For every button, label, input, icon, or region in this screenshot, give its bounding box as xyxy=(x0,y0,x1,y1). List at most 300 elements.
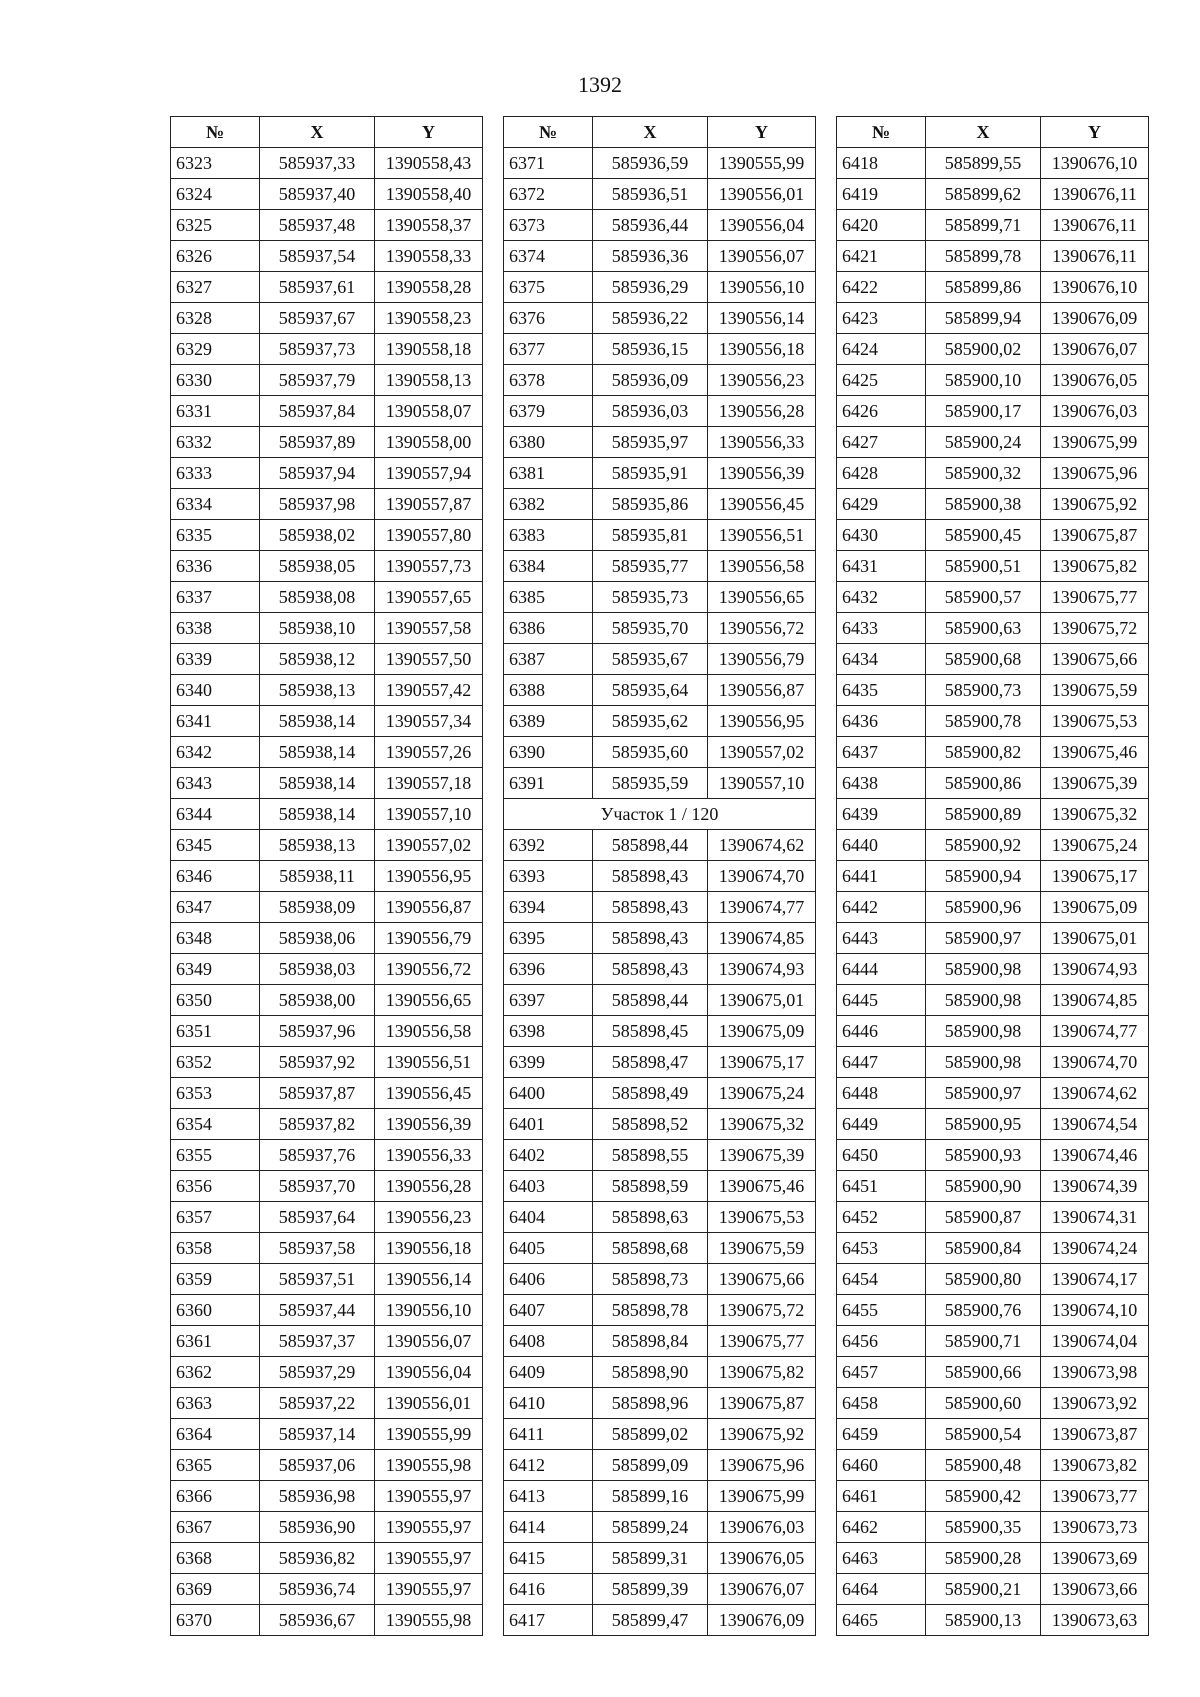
y-coordinate-cell: 1390675,01 xyxy=(708,985,816,1016)
y-coordinate-cell: 1390556,01 xyxy=(708,179,816,210)
x-coordinate-cell: 585898,96 xyxy=(593,1388,708,1419)
x-coordinate-cell: 585900,13 xyxy=(926,1605,1041,1636)
table-row xyxy=(837,613,1149,644)
x-coordinate-cell: 585900,90 xyxy=(926,1171,1041,1202)
x-coordinate-cell: 585936,03 xyxy=(593,396,708,427)
x-coordinate-cell: 585936,98 xyxy=(260,1481,375,1512)
point-number-cell: 6445 xyxy=(837,985,926,1016)
table-row xyxy=(504,1357,816,1388)
x-coordinate-cell: 585898,55 xyxy=(593,1140,708,1171)
table-row xyxy=(837,830,1149,861)
table-row xyxy=(171,1388,483,1419)
point-number-cell: 6459 xyxy=(837,1419,926,1450)
point-number-cell: 6451 xyxy=(837,1171,926,1202)
x-coordinate-cell: 585936,51 xyxy=(593,179,708,210)
y-coordinate-cell: 1390558,18 xyxy=(375,334,483,365)
y-coordinate-cell: 1390556,79 xyxy=(708,644,816,675)
table-row xyxy=(171,768,483,799)
x-coordinate-cell: 585900,98 xyxy=(926,985,1041,1016)
x-coordinate-cell: 585899,94 xyxy=(926,303,1041,334)
y-coordinate-cell: 1390557,26 xyxy=(375,737,483,768)
point-number-cell: 6356 xyxy=(171,1171,260,1202)
y-coordinate-cell: 1390675,72 xyxy=(1041,613,1149,644)
point-number-cell: 6463 xyxy=(837,1543,926,1574)
y-coordinate-cell: 1390673,92 xyxy=(1041,1388,1149,1419)
table-row xyxy=(171,892,483,923)
y-coordinate-cell: 1390675,82 xyxy=(708,1357,816,1388)
table-row xyxy=(504,148,816,179)
point-number-cell: 6400 xyxy=(504,1078,593,1109)
point-number-cell: 6374 xyxy=(504,241,593,272)
x-coordinate-cell: 585900,80 xyxy=(926,1264,1041,1295)
x-coordinate-cell: 585900,82 xyxy=(926,737,1041,768)
point-number-cell: 6352 xyxy=(171,1047,260,1078)
table-row xyxy=(171,1481,483,1512)
y-coordinate-cell: 1390556,23 xyxy=(375,1202,483,1233)
table-row xyxy=(171,985,483,1016)
x-coordinate-cell: 585937,44 xyxy=(260,1295,375,1326)
point-number-cell: 6329 xyxy=(171,334,260,365)
x-coordinate-cell: 585935,81 xyxy=(593,520,708,551)
x-coordinate-cell: 585936,90 xyxy=(260,1512,375,1543)
point-number-cell: 6377 xyxy=(504,334,593,365)
point-number-cell: 6465 xyxy=(837,1605,926,1636)
y-coordinate-cell: 1390558,07 xyxy=(375,396,483,427)
x-coordinate-cell: 585935,97 xyxy=(593,427,708,458)
y-coordinate-cell: 1390675,59 xyxy=(1041,675,1149,706)
table-row xyxy=(504,427,816,458)
point-number-cell: 6324 xyxy=(171,179,260,210)
table-row xyxy=(504,1388,816,1419)
y-coordinate-cell: 1390556,45 xyxy=(375,1078,483,1109)
x-coordinate-cell: 585898,43 xyxy=(593,954,708,985)
point-number-cell: 6413 xyxy=(504,1481,593,1512)
point-number-cell: 6388 xyxy=(504,675,593,706)
point-number-cell: 6396 xyxy=(504,954,593,985)
table-row xyxy=(171,737,483,768)
point-number-cell: 6339 xyxy=(171,644,260,675)
point-number-cell: 6357 xyxy=(171,1202,260,1233)
table-row xyxy=(504,1140,816,1171)
x-coordinate-cell: 585935,70 xyxy=(593,613,708,644)
y-coordinate-cell: 1390675,09 xyxy=(1041,892,1149,923)
table-row xyxy=(837,768,1149,799)
point-number-cell: 6386 xyxy=(504,613,593,644)
table-row xyxy=(504,1295,816,1326)
table-row xyxy=(171,1543,483,1574)
point-number-cell: 6429 xyxy=(837,489,926,520)
table-row xyxy=(837,1047,1149,1078)
point-number-cell: 6417 xyxy=(504,1605,593,1636)
x-coordinate-cell: 585937,70 xyxy=(260,1171,375,1202)
x-coordinate-cell: 585898,90 xyxy=(593,1357,708,1388)
y-coordinate-cell: 1390555,97 xyxy=(375,1512,483,1543)
x-coordinate-cell: 585900,97 xyxy=(926,1078,1041,1109)
x-coordinate-cell: 585937,22 xyxy=(260,1388,375,1419)
y-coordinate-cell: 1390556,95 xyxy=(375,861,483,892)
x-coordinate-cell: 585900,54 xyxy=(926,1419,1041,1450)
y-coordinate-cell: 1390555,97 xyxy=(375,1543,483,1574)
y-coordinate-cell: 1390557,73 xyxy=(375,551,483,582)
y-coordinate-cell: 1390556,33 xyxy=(375,1140,483,1171)
table-row xyxy=(171,799,483,830)
point-number-cell: 6420 xyxy=(837,210,926,241)
x-coordinate-cell: 585898,59 xyxy=(593,1171,708,1202)
y-coordinate-cell: 1390557,18 xyxy=(375,768,483,799)
point-number-cell: 6333 xyxy=(171,458,260,489)
table-row xyxy=(171,1264,483,1295)
y-coordinate-cell: 1390556,51 xyxy=(375,1047,483,1078)
point-number-cell: 6330 xyxy=(171,365,260,396)
table-row xyxy=(171,179,483,210)
table-row xyxy=(837,427,1149,458)
x-coordinate-cell: 585898,78 xyxy=(593,1295,708,1326)
table-row xyxy=(171,148,483,179)
table-row xyxy=(504,613,816,644)
point-number-cell: 6325 xyxy=(171,210,260,241)
point-number-cell: 6393 xyxy=(504,861,593,892)
table-row xyxy=(171,551,483,582)
point-number-cell: 6448 xyxy=(837,1078,926,1109)
x-coordinate-cell: 585900,45 xyxy=(926,520,1041,551)
y-coordinate-cell: 1390556,10 xyxy=(375,1295,483,1326)
x-coordinate-cell: 585938,14 xyxy=(260,706,375,737)
y-coordinate-cell: 1390556,51 xyxy=(708,520,816,551)
point-number-cell: 6412 xyxy=(504,1450,593,1481)
point-number-cell: 6337 xyxy=(171,582,260,613)
table-row xyxy=(504,954,816,985)
point-number-cell: 6391 xyxy=(504,768,593,799)
table-row xyxy=(837,644,1149,675)
y-coordinate-cell: 1390676,10 xyxy=(1041,272,1149,303)
point-number-cell: 6376 xyxy=(504,303,593,334)
y-coordinate-cell: 1390557,58 xyxy=(375,613,483,644)
point-number-cell: 6450 xyxy=(837,1140,926,1171)
point-number-cell: 6416 xyxy=(504,1574,593,1605)
point-number-cell: 6340 xyxy=(171,675,260,706)
x-coordinate-cell: 585936,36 xyxy=(593,241,708,272)
x-coordinate-cell: 585900,78 xyxy=(926,706,1041,737)
table-row xyxy=(504,675,816,706)
x-coordinate-cell: 585936,67 xyxy=(260,1605,375,1636)
y-coordinate-cell: 1390676,07 xyxy=(1041,334,1149,365)
x-coordinate-cell: 585936,09 xyxy=(593,365,708,396)
table-row xyxy=(171,396,483,427)
y-coordinate-cell: 1390556,28 xyxy=(708,396,816,427)
table-row xyxy=(837,458,1149,489)
point-number-cell: 6424 xyxy=(837,334,926,365)
y-coordinate-cell: 1390675,53 xyxy=(1041,706,1149,737)
y-coordinate-cell: 1390675,39 xyxy=(708,1140,816,1171)
x-coordinate-cell: 585937,51 xyxy=(260,1264,375,1295)
page-number: 1392 xyxy=(578,72,622,97)
table-row xyxy=(171,706,483,737)
y-coordinate-cell: 1390555,98 xyxy=(375,1605,483,1636)
table-row xyxy=(171,210,483,241)
table-row xyxy=(504,923,816,954)
point-number-cell: 6383 xyxy=(504,520,593,551)
table-row xyxy=(504,334,816,365)
table-row xyxy=(837,551,1149,582)
section-label: Участок 1 / 120 xyxy=(504,799,816,830)
table-row xyxy=(171,830,483,861)
table-row xyxy=(837,1295,1149,1326)
point-number-cell: 6435 xyxy=(837,675,926,706)
point-number-cell: 6401 xyxy=(504,1109,593,1140)
table-row xyxy=(837,1171,1149,1202)
y-coordinate-cell: 1390675,46 xyxy=(708,1171,816,1202)
y-coordinate-cell: 1390674,93 xyxy=(708,954,816,985)
y-coordinate-cell: 1390673,87 xyxy=(1041,1419,1149,1450)
point-number-cell: 6385 xyxy=(504,582,593,613)
x-coordinate-cell: 585935,86 xyxy=(593,489,708,520)
table-row xyxy=(837,303,1149,334)
x-coordinate-cell: 585900,98 xyxy=(926,1016,1041,1047)
y-coordinate-cell: 1390557,34 xyxy=(375,706,483,737)
y-coordinate-cell: 1390675,82 xyxy=(1041,551,1149,582)
table-row xyxy=(504,1326,816,1357)
y-coordinate-cell: 1390556,45 xyxy=(708,489,816,520)
x-coordinate-cell: 585937,92 xyxy=(260,1047,375,1078)
y-coordinate-cell: 1390674,62 xyxy=(1041,1078,1149,1109)
x-coordinate-cell: 585900,35 xyxy=(926,1512,1041,1543)
point-number-cell: 6423 xyxy=(837,303,926,334)
point-number-cell: 6464 xyxy=(837,1574,926,1605)
y-coordinate-cell: 1390555,97 xyxy=(375,1574,483,1605)
y-coordinate-cell: 1390556,87 xyxy=(375,892,483,923)
table-row xyxy=(504,768,816,799)
table-row xyxy=(837,1419,1149,1450)
point-number-cell: 6370 xyxy=(171,1605,260,1636)
table-row xyxy=(171,241,483,272)
x-coordinate-cell: 585900,10 xyxy=(926,365,1041,396)
x-coordinate-cell: 585898,47 xyxy=(593,1047,708,1078)
header-y: Y xyxy=(708,117,816,148)
y-coordinate-cell: 1390558,13 xyxy=(375,365,483,396)
table-row xyxy=(504,892,816,923)
y-coordinate-cell: 1390674,77 xyxy=(1041,1016,1149,1047)
table-row xyxy=(171,1605,483,1636)
x-coordinate-cell: 585900,84 xyxy=(926,1233,1041,1264)
point-number-cell: 6343 xyxy=(171,768,260,799)
table-row xyxy=(171,1140,483,1171)
table-row xyxy=(837,861,1149,892)
point-number-cell: 6368 xyxy=(171,1543,260,1574)
point-number-cell: 6366 xyxy=(171,1481,260,1512)
y-coordinate-cell: 1390556,65 xyxy=(375,985,483,1016)
x-coordinate-cell: 585935,59 xyxy=(593,768,708,799)
point-number-cell: 6408 xyxy=(504,1326,593,1357)
x-coordinate-cell: 585900,95 xyxy=(926,1109,1041,1140)
point-number-cell: 6369 xyxy=(171,1574,260,1605)
table-header-row xyxy=(504,117,816,148)
y-coordinate-cell: 1390555,99 xyxy=(375,1419,483,1450)
point-number-cell: 6428 xyxy=(837,458,926,489)
header-x: X xyxy=(260,117,375,148)
point-number-cell: 6422 xyxy=(837,272,926,303)
table-row xyxy=(171,1357,483,1388)
y-coordinate-cell: 1390673,98 xyxy=(1041,1357,1149,1388)
y-coordinate-cell: 1390556,07 xyxy=(375,1326,483,1357)
point-number-cell: 6326 xyxy=(171,241,260,272)
y-coordinate-cell: 1390675,24 xyxy=(1041,830,1149,861)
point-number-cell: 6384 xyxy=(504,551,593,582)
section-row xyxy=(504,799,816,830)
point-number-cell: 6449 xyxy=(837,1109,926,1140)
point-number-cell: 6440 xyxy=(837,830,926,861)
table-row xyxy=(504,861,816,892)
point-number-cell: 6335 xyxy=(171,520,260,551)
table-row xyxy=(504,272,816,303)
x-coordinate-cell: 585899,39 xyxy=(593,1574,708,1605)
x-coordinate-cell: 585936,59 xyxy=(593,148,708,179)
y-coordinate-cell: 1390673,63 xyxy=(1041,1605,1149,1636)
table-row xyxy=(504,1047,816,1078)
y-coordinate-cell: 1390674,93 xyxy=(1041,954,1149,985)
point-number-cell: 6430 xyxy=(837,520,926,551)
point-number-cell: 6373 xyxy=(504,210,593,241)
table-row xyxy=(504,458,816,489)
table-row xyxy=(171,520,483,551)
x-coordinate-cell: 585898,45 xyxy=(593,1016,708,1047)
x-coordinate-cell: 585937,37 xyxy=(260,1326,375,1357)
table-row xyxy=(171,303,483,334)
table-row xyxy=(171,1078,483,1109)
y-coordinate-cell: 1390674,85 xyxy=(708,923,816,954)
x-coordinate-cell: 585900,24 xyxy=(926,427,1041,458)
table-row xyxy=(837,1202,1149,1233)
table-row xyxy=(504,489,816,520)
x-coordinate-cell: 585899,86 xyxy=(926,272,1041,303)
point-number-cell: 6398 xyxy=(504,1016,593,1047)
point-number-cell: 6387 xyxy=(504,644,593,675)
point-number-cell: 6425 xyxy=(837,365,926,396)
table-row xyxy=(504,737,816,768)
table-row xyxy=(171,365,483,396)
table-row xyxy=(837,148,1149,179)
x-coordinate-cell: 585900,28 xyxy=(926,1543,1041,1574)
x-coordinate-cell: 585900,63 xyxy=(926,613,1041,644)
table-row xyxy=(837,582,1149,613)
table-row xyxy=(837,334,1149,365)
table-row xyxy=(504,1512,816,1543)
point-number-cell: 6415 xyxy=(504,1543,593,1574)
table-row xyxy=(504,1171,816,1202)
x-coordinate-cell: 585899,09 xyxy=(593,1450,708,1481)
x-coordinate-cell: 585935,91 xyxy=(593,458,708,489)
table-row xyxy=(837,241,1149,272)
y-coordinate-cell: 1390556,28 xyxy=(375,1171,483,1202)
x-coordinate-cell: 585900,96 xyxy=(926,892,1041,923)
point-number-cell: 6406 xyxy=(504,1264,593,1295)
y-coordinate-cell: 1390676,07 xyxy=(708,1574,816,1605)
x-coordinate-cell: 585899,47 xyxy=(593,1605,708,1636)
table-row xyxy=(837,520,1149,551)
header-number: № xyxy=(171,117,260,148)
table-row xyxy=(504,520,816,551)
y-coordinate-cell: 1390674,31 xyxy=(1041,1202,1149,1233)
y-coordinate-cell: 1390675,09 xyxy=(708,1016,816,1047)
x-coordinate-cell: 585899,62 xyxy=(926,179,1041,210)
header-number: № xyxy=(837,117,926,148)
point-number-cell: 6397 xyxy=(504,985,593,1016)
y-coordinate-cell: 1390674,10 xyxy=(1041,1295,1149,1326)
y-coordinate-cell: 1390675,32 xyxy=(1041,799,1149,830)
y-coordinate-cell: 1390676,09 xyxy=(708,1605,816,1636)
y-coordinate-cell: 1390557,10 xyxy=(375,799,483,830)
x-coordinate-cell: 585899,78 xyxy=(926,241,1041,272)
table-row xyxy=(504,644,816,675)
x-coordinate-cell: 585935,62 xyxy=(593,706,708,737)
point-number-cell: 6431 xyxy=(837,551,926,582)
table-row xyxy=(837,1481,1149,1512)
x-coordinate-cell: 585900,86 xyxy=(926,768,1041,799)
y-coordinate-cell: 1390676,09 xyxy=(1041,303,1149,334)
table-row xyxy=(171,1419,483,1450)
y-coordinate-cell: 1390556,72 xyxy=(375,954,483,985)
y-coordinate-cell: 1390556,23 xyxy=(708,365,816,396)
point-number-cell: 6441 xyxy=(837,861,926,892)
x-coordinate-cell: 585938,05 xyxy=(260,551,375,582)
point-number-cell: 6458 xyxy=(837,1388,926,1419)
point-number-cell: 6362 xyxy=(171,1357,260,1388)
x-coordinate-cell: 585937,54 xyxy=(260,241,375,272)
x-coordinate-cell: 585937,94 xyxy=(260,458,375,489)
x-coordinate-cell: 585899,02 xyxy=(593,1419,708,1450)
point-number-cell: 6378 xyxy=(504,365,593,396)
y-coordinate-cell: 1390675,99 xyxy=(1041,427,1149,458)
coordinate-table-3 xyxy=(836,116,1149,1636)
point-number-cell: 6410 xyxy=(504,1388,593,1419)
table-row xyxy=(837,1140,1149,1171)
x-coordinate-cell: 585937,89 xyxy=(260,427,375,458)
point-number-cell: 6371 xyxy=(504,148,593,179)
y-coordinate-cell: 1390556,72 xyxy=(708,613,816,644)
y-coordinate-cell: 1390675,87 xyxy=(1041,520,1149,551)
table-row xyxy=(504,1605,816,1636)
y-coordinate-cell: 1390558,00 xyxy=(375,427,483,458)
x-coordinate-cell: 585937,84 xyxy=(260,396,375,427)
x-coordinate-cell: 585899,16 xyxy=(593,1481,708,1512)
y-coordinate-cell: 1390558,37 xyxy=(375,210,483,241)
table-row xyxy=(171,923,483,954)
point-number-cell: 6405 xyxy=(504,1233,593,1264)
point-number-cell: 6407 xyxy=(504,1295,593,1326)
point-number-cell: 6327 xyxy=(171,272,260,303)
y-coordinate-cell: 1390556,10 xyxy=(708,272,816,303)
x-coordinate-cell: 585900,76 xyxy=(926,1295,1041,1326)
y-coordinate-cell: 1390673,73 xyxy=(1041,1512,1149,1543)
table-row xyxy=(837,1016,1149,1047)
header-y: Y xyxy=(375,117,483,148)
x-coordinate-cell: 585937,64 xyxy=(260,1202,375,1233)
point-number-cell: 6447 xyxy=(837,1047,926,1078)
y-coordinate-cell: 1390556,01 xyxy=(375,1388,483,1419)
y-coordinate-cell: 1390675,53 xyxy=(708,1202,816,1233)
y-coordinate-cell: 1390556,65 xyxy=(708,582,816,613)
x-coordinate-cell: 585898,43 xyxy=(593,861,708,892)
y-coordinate-cell: 1390557,87 xyxy=(375,489,483,520)
table-row xyxy=(171,861,483,892)
y-coordinate-cell: 1390674,24 xyxy=(1041,1233,1149,1264)
y-coordinate-cell: 1390675,77 xyxy=(1041,582,1149,613)
point-number-cell: 6460 xyxy=(837,1450,926,1481)
y-coordinate-cell: 1390673,77 xyxy=(1041,1481,1149,1512)
x-coordinate-cell: 585937,40 xyxy=(260,179,375,210)
y-coordinate-cell: 1390673,66 xyxy=(1041,1574,1149,1605)
point-number-cell: 6375 xyxy=(504,272,593,303)
point-number-cell: 6334 xyxy=(171,489,260,520)
